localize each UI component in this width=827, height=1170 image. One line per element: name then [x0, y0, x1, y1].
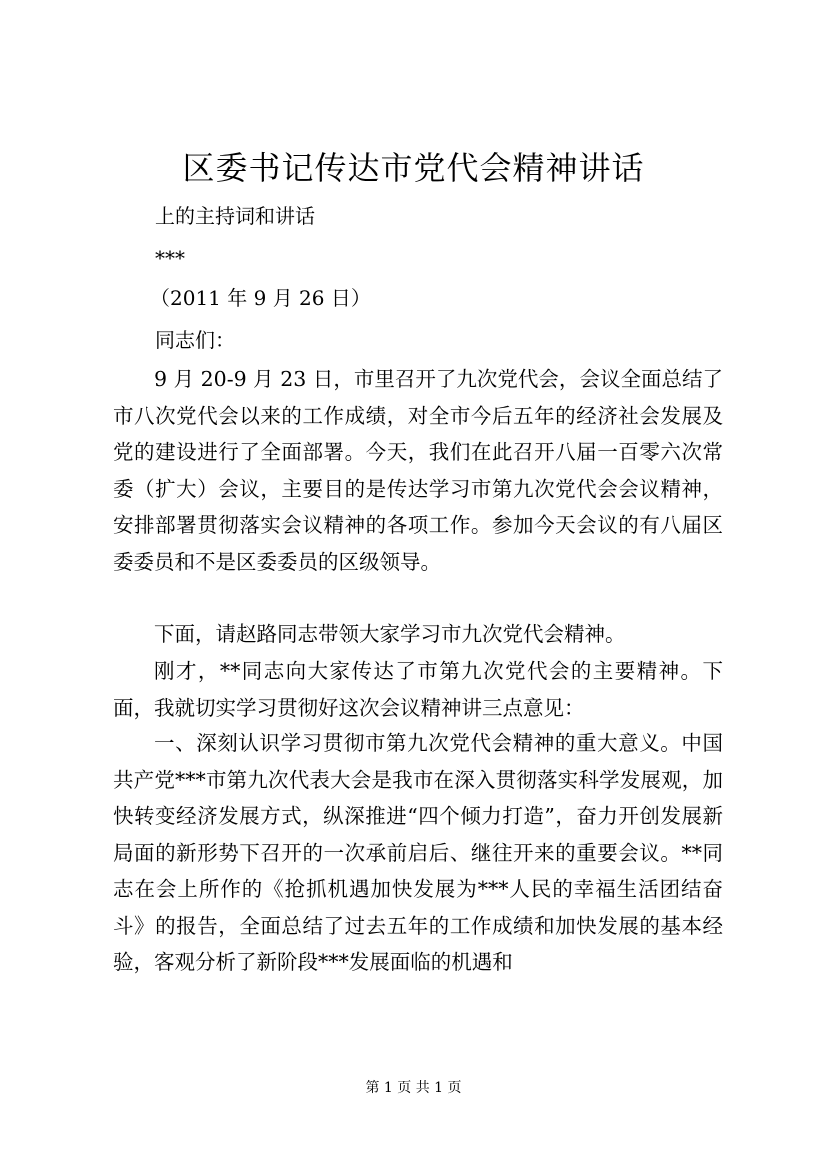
salutation: 同志们： — [155, 328, 235, 352]
paragraph-three-points: 刚才，**同志向大家传达了市第九次党代会的主要精神。下面，我就切实学习贯彻好这次会议精神讲三点意见： — [113, 659, 723, 720]
document-title: 区委书记传达市党代会精神讲话 — [182, 149, 645, 187]
page-number: 第 1 页 共 1 页 — [365, 1080, 462, 1096]
paragraph-opening: 9 月 20-9 月 23 日，市里召开了九次党代会，会议全面总结了市八次党代会以来的工作成绩，对全市今后五年的经济社会发展及党的建设进行了全面部署。今天，我们在此召开八届一百零六次常委（扩大）会议，主要目的是传达学习市第九次党代会会议精神，安排部署贯彻落实会议精神的各项工作。参加今天会议的有八届区委委员和不是区委委员的区级领导。 — [113, 367, 723, 574]
document-date: （2011 年 9 月 26 日） — [150, 286, 371, 310]
document-subtitle: 上的主持词和讲话 — [155, 204, 315, 228]
paragraph-study-intro: 下面，请赵路同志带领大家学习市九次党代会精神。 — [154, 622, 626, 646]
document-author: *** — [155, 246, 185, 270]
paragraph-point-one: 一、深刻认识学习贯彻市第九次党代会精神的重大意义。中国共产党***市第九次代表大会是我市在深入贯彻落实科学发展观，加快转变经济发展方式，纵深推进“四个倾力打造”，奋力开创发展新局面的新形势下召开的一次承前启后、继往开来的重要会议。**同志在会上所作的《抢抓机遇加快发展为***人民的幸福生活团结奋斗》的报告，全面总结了过去五年的工作成绩和加快发展的基本经验，客观分析了新阶段***发展面临的机遇和 — [113, 731, 723, 974]
